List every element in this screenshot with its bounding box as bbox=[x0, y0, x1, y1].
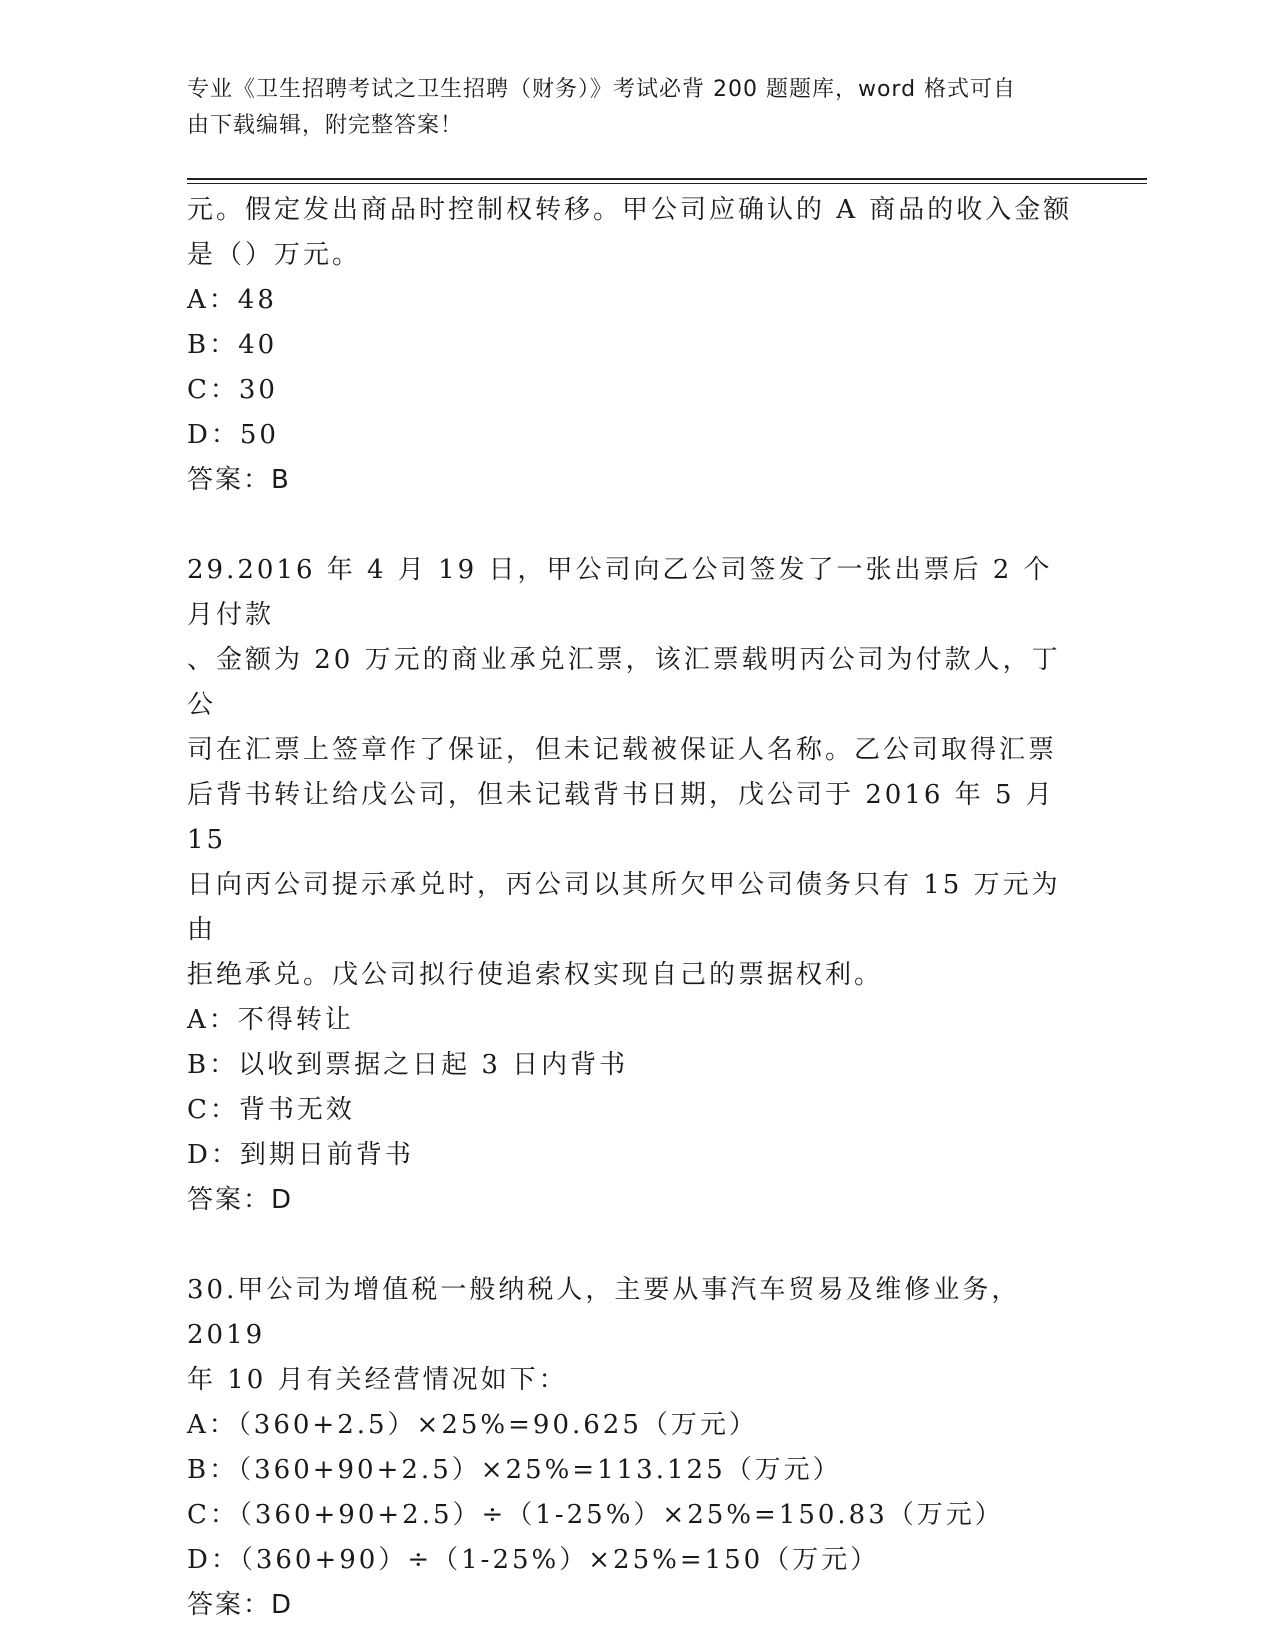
header-divider-thin bbox=[187, 183, 1147, 184]
option-a: A：（360+2.5）×25%=90.625（万元） bbox=[187, 1410, 758, 1440]
question-block bbox=[187, 548, 1077, 1223]
option-d: D：到期日前背书 bbox=[187, 1140, 414, 1170]
header-divider-thick bbox=[187, 178, 1147, 180]
option-c: C：（360+90+2.5）÷（1-25%）×25%=150.83（万元） bbox=[187, 1500, 1004, 1530]
question-list bbox=[187, 188, 1077, 1628]
option-a: A：不得转让 bbox=[187, 1005, 354, 1035]
option-d: D：50 bbox=[187, 420, 279, 450]
question-block bbox=[187, 1268, 1077, 1628]
option-b: B：以收到票据之日起 3 日内背书 bbox=[187, 1050, 629, 1080]
page-header bbox=[187, 72, 1067, 144]
question-stem-line: 日向丙公司提示承兑时，丙公司以其所欠甲公司债务只有 15 万元为由 bbox=[187, 870, 1061, 945]
question-stem-line: 后背书转让给戊公司，但未记载背书日期，戊公司于 2016 年 5 月 15 bbox=[187, 780, 1067, 855]
question-stem-line: 29.2016 年 4 月 19 日，甲公司向乙公司签发了一张出票后 2 个月付款 bbox=[187, 555, 1053, 630]
option-b: B：（360+90+2.5）×25%=113.125（万元） bbox=[187, 1455, 842, 1485]
answer-line: 答案：D bbox=[187, 1185, 294, 1215]
question-stem-line: 拒绝承兑。戊公司拟行使追索权实现自己的票据权利。 bbox=[187, 960, 884, 990]
option-c: C：背书无效 bbox=[187, 1095, 355, 1125]
header-line-1: 专业《卫生招聘考试之卫生招聘（财务）》考试必背 200 题题库，word 格式可自 bbox=[187, 77, 1017, 102]
option-a: A：48 bbox=[187, 285, 277, 315]
option-c: C：30 bbox=[187, 375, 278, 405]
question-stem-line: 元。假定发出商品时控制权转移。甲公司应确认的 A 商品的收入金额 bbox=[187, 195, 1073, 225]
question-stem-line: 30.甲公司为增值税一般纳税人，主要从事汽车贸易及维修业务，2019 bbox=[187, 1275, 1021, 1350]
option-b: B：40 bbox=[187, 330, 278, 360]
header-line-2: 由下载编辑，附完整答案！ bbox=[187, 113, 464, 138]
question-stem-line: 年 10 月有关经营情况如下： bbox=[187, 1365, 568, 1395]
question-block bbox=[187, 188, 1077, 503]
question-stem-line: 、金额为 20 万元的商业承兑汇票，该汇票载明丙公司为付款人，丁公 bbox=[187, 645, 1061, 720]
option-d: D：（360+90）÷（1-25%）×25%=150（万元） bbox=[187, 1545, 880, 1575]
spacer bbox=[187, 1223, 1077, 1268]
question-stem-line: 是（）万元。 bbox=[187, 240, 362, 270]
answer-line: 答案：D bbox=[187, 1590, 294, 1620]
spacer bbox=[187, 503, 1077, 548]
question-stem-line: 司在汇票上签章作了保证，但未记载被保证人名称。乙公司取得汇票 bbox=[187, 735, 1058, 765]
answer-line: 答案：B bbox=[187, 465, 291, 495]
